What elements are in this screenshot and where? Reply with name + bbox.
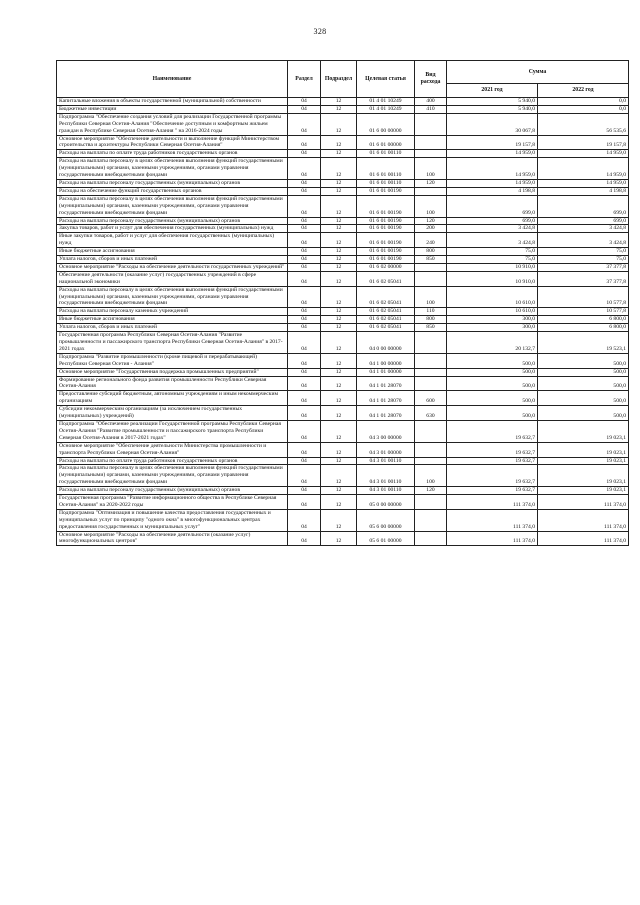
expense-type-cell [415, 332, 447, 354]
target-article-cell: 01 6 02 00000 [357, 263, 415, 271]
row-name-cell: Основное мероприятие "Обеспечение деятельности Министерства промышленности и транспорта Республики Северная Осетия-Алания" [57, 442, 288, 457]
sum-2021-cell: 5 940,0 [447, 98, 538, 106]
table-row [57, 233, 629, 248]
sum-2021-cell: 20 132,7 [447, 332, 538, 354]
expense-type-cell [415, 420, 447, 442]
section-cell: 04 [288, 316, 321, 324]
sum-2022-cell: 111 374,0 [538, 531, 629, 546]
section-cell: 04 [288, 286, 321, 308]
subsection-cell: 12 [321, 158, 357, 180]
sum-2022-cell: 10 577,8 [538, 286, 629, 308]
sum-2022-cell: 111 374,0 [538, 495, 629, 510]
subsection-cell: 12 [321, 113, 357, 135]
subsection-cell: 12 [321, 256, 357, 264]
table-row [57, 187, 629, 195]
table-row [57, 263, 629, 271]
expense-type-cell: 800 [415, 316, 447, 324]
section-cell: 04 [288, 509, 321, 531]
target-article-cell: 04 1 00 00000 [357, 353, 415, 368]
sum-2021-cell: 19 632,7 [447, 465, 538, 487]
target-article-cell: 01 6 01 00190 [357, 233, 415, 248]
sum-2021-cell: 19 632,7 [447, 420, 538, 442]
table-row [57, 256, 629, 264]
sum-2022-cell: 500,0 [538, 406, 629, 421]
section-cell: 04 [288, 308, 321, 316]
target-article-cell: 01 6 02 05041 [357, 308, 415, 316]
subsection-cell: 12 [321, 286, 357, 308]
table-row [57, 271, 629, 286]
sum-2021-cell: 4 198,8 [447, 187, 538, 195]
sum-2022-cell: 0,0 [538, 98, 629, 106]
sum-2021-cell: 3 424,8 [447, 225, 538, 233]
subsection-cell: 12 [321, 353, 357, 368]
subsection-cell: 12 [321, 442, 357, 457]
target-article-cell: 04 3 01 00110 [357, 457, 415, 465]
section-cell: 04 [288, 233, 321, 248]
subsection-cell: 12 [321, 420, 357, 442]
sum-2022-cell: 14 959,0 [538, 158, 629, 180]
target-article-cell: 01 4 01 10249 [357, 105, 415, 113]
sum-2021-cell: 19 157,8 [447, 135, 538, 150]
table-row [57, 135, 629, 150]
target-article-cell: 01 6 00 00000 [357, 113, 415, 135]
subsection-cell: 12 [321, 225, 357, 233]
header-year-2022: 2022 год [538, 84, 629, 98]
sum-2021-cell: 10 910,0 [447, 263, 538, 271]
sum-2022-cell: 19 023,1 [538, 457, 629, 465]
sum-2021-cell: 111 374,0 [447, 531, 538, 546]
sum-2022-cell: 6 800,0 [538, 324, 629, 332]
sum-2021-cell: 300,0 [447, 324, 538, 332]
sum-2022-cell: 37 377,8 [538, 271, 629, 286]
sum-2022-cell: 37 377,8 [538, 263, 629, 271]
sum-2022-cell: 75,0 [538, 248, 629, 256]
subsection-cell: 12 [321, 316, 357, 324]
sum-2021-cell: 10 610,0 [447, 308, 538, 316]
header-year-2021: 2021 год [447, 84, 538, 98]
expense-type-cell [415, 113, 447, 135]
table-row [57, 442, 629, 457]
expense-type-cell [415, 368, 447, 376]
target-article-cell: 01 4 01 10249 [357, 98, 415, 106]
row-name-cell: Расходы на обеспечение функций государственных органов [57, 187, 288, 195]
sum-2022-cell: 699,0 [538, 195, 629, 217]
sum-2022-cell: 500,0 [538, 353, 629, 368]
row-name-cell: Расходы на выплаты персоналу в целях обеспечения выполнения функций государственными (муниципальными) органами, казенными учреждениями, органами управления государственными внебюджетными фондами [57, 465, 288, 487]
sum-2021-cell: 111 374,0 [447, 495, 538, 510]
section-cell: 04 [288, 248, 321, 256]
target-article-cell: 01 6 01 00190 [357, 256, 415, 264]
section-cell: 04 [288, 217, 321, 225]
table-row [57, 487, 629, 495]
sum-2021-cell: 75,0 [447, 256, 538, 264]
sum-2021-cell: 10 910,0 [447, 271, 538, 286]
sum-2021-cell: 111 374,0 [447, 509, 538, 531]
expense-type-cell [415, 353, 447, 368]
sum-2021-cell: 500,0 [447, 353, 538, 368]
target-article-cell: 04 3 01 00110 [357, 487, 415, 495]
table-row [57, 457, 629, 465]
target-article-cell: 04 0 00 00000 [357, 332, 415, 354]
section-cell: 04 [288, 406, 321, 421]
sum-2021-cell: 75,0 [447, 248, 538, 256]
section-cell: 04 [288, 263, 321, 271]
target-article-cell: 01 6 01 00190 [357, 187, 415, 195]
expense-type-cell [415, 531, 447, 546]
sum-2022-cell: 3 424,8 [538, 233, 629, 248]
table-row [57, 150, 629, 158]
sum-2021-cell: 699,0 [447, 195, 538, 217]
header-name: Наименование [57, 61, 288, 98]
section-cell: 04 [288, 158, 321, 180]
subsection-cell: 12 [321, 531, 357, 546]
sum-2021-cell: 14 959,0 [447, 150, 538, 158]
section-cell: 04 [288, 465, 321, 487]
table-row [57, 406, 629, 421]
header-target-article: Целевая статья [357, 61, 415, 98]
subsection-cell: 12 [321, 233, 357, 248]
expense-type-cell: 850 [415, 324, 447, 332]
subsection-cell: 12 [321, 308, 357, 316]
row-name-cell: Субсидии некоммерческим организациям (за исключением государственных (муниципальных) учреждений) [57, 406, 288, 421]
section-cell: 04 [288, 487, 321, 495]
sum-2021-cell: 500,0 [447, 368, 538, 376]
subsection-cell: 12 [321, 509, 357, 531]
row-name-cell: Государственная программа Республики Северная Осетия-Алания "Развитие промышленности и пассажирского транспорта Республики Северная Осетия-Алания" в 2017-2021 годах [57, 332, 288, 354]
section-cell: 04 [288, 98, 321, 106]
row-name-cell: Основное мероприятие "Государственная поддержка промышленных предприятий" [57, 368, 288, 376]
table-row [57, 391, 629, 406]
subsection-cell: 12 [321, 376, 357, 391]
subsection-cell: 12 [321, 487, 357, 495]
target-article-cell: 01 6 02 05041 [357, 316, 415, 324]
budget-table [56, 60, 629, 546]
expense-type-cell: 100 [415, 195, 447, 217]
row-name-cell: Бюджетные инвестиции [57, 105, 288, 113]
table-row [57, 248, 629, 256]
section-cell: 04 [288, 271, 321, 286]
sum-2022-cell: 0,0 [538, 105, 629, 113]
expense-type-cell: 240 [415, 233, 447, 248]
header-subsection: Подраздел [321, 61, 357, 98]
row-name-cell: Расходы на выплаты по оплате труда работников государственных органов [57, 150, 288, 158]
row-name-cell: Уплата налогов, сборов и иных платежей [57, 324, 288, 332]
table-row [57, 195, 629, 217]
sum-2022-cell: 3 424,8 [538, 225, 629, 233]
expense-type-cell: 110 [415, 308, 447, 316]
section-cell: 04 [288, 150, 321, 158]
section-cell: 04 [288, 105, 321, 113]
target-article-cell: 04 3 01 00110 [357, 465, 415, 487]
sum-2022-cell: 500,0 [538, 391, 629, 406]
subsection-cell: 12 [321, 271, 357, 286]
row-name-cell: Иные бюджетные ассигнования [57, 316, 288, 324]
section-cell: 04 [288, 187, 321, 195]
subsection-cell: 12 [321, 391, 357, 406]
table-row [57, 158, 629, 180]
expense-type-cell [415, 376, 447, 391]
subsection-cell: 12 [321, 457, 357, 465]
sum-2022-cell: 75,0 [538, 256, 629, 264]
table-row [57, 332, 629, 354]
section-cell: 04 [288, 353, 321, 368]
row-name-cell: Основное мероприятие "Расходы на обеспечение деятельности государственных учреждений" [57, 263, 288, 271]
row-name-cell: Расходы на выплаты персоналу государственных (муниципальных) органов [57, 179, 288, 187]
sum-2022-cell: 19 023,1 [538, 465, 629, 487]
sum-2021-cell: 19 632,7 [447, 457, 538, 465]
target-article-cell: 04 3 00 00000 [357, 420, 415, 442]
target-article-cell: 05 6 00 00000 [357, 509, 415, 531]
header-section: Раздел [288, 61, 321, 98]
row-name-cell: Формирование регионального фонда развития промышленности Республики Северная Осетия-Алания [57, 376, 288, 391]
section-cell: 04 [288, 135, 321, 150]
target-article-cell: 05 6 01 00000 [357, 531, 415, 546]
table-row [57, 217, 629, 225]
expense-type-cell: 120 [415, 179, 447, 187]
row-name-cell: Расходы на выплаты персоналу государственных (муниципальных) органов [57, 217, 288, 225]
expense-type-cell: 800 [415, 248, 447, 256]
section-cell: 04 [288, 420, 321, 442]
subsection-cell: 12 [321, 217, 357, 225]
subsection-cell: 12 [321, 187, 357, 195]
sum-2022-cell: 111 374,0 [538, 509, 629, 531]
subsection-cell: 12 [321, 406, 357, 421]
section-cell: 04 [288, 457, 321, 465]
row-name-cell: Обеспечение деятельности (оказание услуг) государственных учреждений в сфере национальной экономики [57, 271, 288, 286]
page-number: 328 [313, 27, 327, 36]
sum-2022-cell: 699,0 [538, 217, 629, 225]
expense-type-cell [415, 135, 447, 150]
sum-2021-cell: 3 424,8 [447, 233, 538, 248]
section-cell: 04 [288, 256, 321, 264]
row-name-cell: Расходы на выплаты персоналу государственных (муниципальных) органов [57, 487, 288, 495]
sum-2022-cell: 14 959,0 [538, 150, 629, 158]
expense-type-cell: 410 [415, 105, 447, 113]
expense-type-cell: 200 [415, 225, 447, 233]
table-row [57, 353, 629, 368]
table-row [57, 420, 629, 442]
target-article-cell: 01 6 01 00110 [357, 158, 415, 180]
subsection-cell: 12 [321, 495, 357, 510]
subsection-cell: 12 [321, 263, 357, 271]
subsection-cell: 12 [321, 332, 357, 354]
target-article-cell: 01 6 01 00190 [357, 248, 415, 256]
table-row [57, 465, 629, 487]
target-article-cell: 05 0 00 00000 [357, 495, 415, 510]
section-cell: 04 [288, 179, 321, 187]
target-article-cell: 01 6 02 05041 [357, 271, 415, 286]
table-row [57, 98, 629, 106]
table-row [57, 531, 629, 546]
sum-2022-cell: 19 023,1 [538, 442, 629, 457]
row-name-cell: Иные закупки товаров, работ и услуг для обеспечения государственных (муниципальных) нужд [57, 233, 288, 248]
target-article-cell: 01 6 01 00190 [357, 195, 415, 217]
subsection-cell: 12 [321, 179, 357, 187]
row-name-cell: Предоставление субсидий бюджетным, автономным учреждениям и иным некоммерческим организациям [57, 391, 288, 406]
table-row [57, 495, 629, 510]
expense-type-cell: 100 [415, 286, 447, 308]
sum-2021-cell: 699,0 [447, 217, 538, 225]
target-article-cell: 04 3 01 00000 [357, 442, 415, 457]
target-article-cell: 01 6 01 00110 [357, 179, 415, 187]
target-article-cell: 01 6 01 00000 [357, 135, 415, 150]
section-cell: 04 [288, 324, 321, 332]
subsection-cell: 12 [321, 368, 357, 376]
table-row [57, 368, 629, 376]
section-cell: 04 [288, 376, 321, 391]
expense-type-cell [415, 271, 447, 286]
table-row [57, 376, 629, 391]
section-cell: 04 [288, 495, 321, 510]
sum-2021-cell: 19 632,7 [447, 442, 538, 457]
sum-2021-cell: 14 959,0 [447, 158, 538, 180]
row-name-cell: Основное мероприятие "Расходы на обеспечение деятельности (оказание услуг) многофункциональных центров" [57, 531, 288, 546]
sum-2021-cell: 30 067,8 [447, 113, 538, 135]
sum-2021-cell: 10 610,0 [447, 286, 538, 308]
target-article-cell: 01 6 01 00110 [357, 150, 415, 158]
target-article-cell: 04 1 01 28070 [357, 376, 415, 391]
section-cell: 04 [288, 332, 321, 354]
row-name-cell: Иные бюджетные ассигнования [57, 248, 288, 256]
subsection-cell: 12 [321, 324, 357, 332]
expense-type-cell: 850 [415, 256, 447, 264]
row-name-cell: Закупка товаров, работ и услуг для обеспечения государственных (муниципальных) нужд [57, 225, 288, 233]
row-name-cell: Подпрограмма "Обеспечение реализации Государственной программы Республики Северная Осетия-Алания "Развитие промышленности и пассажирского транспорта Республики Северная Осетия-Алания в 2017-2021 годах" [57, 420, 288, 442]
table-header [57, 61, 629, 98]
sum-2021-cell: 19 632,7 [447, 487, 538, 495]
sum-2022-cell: 500,0 [538, 368, 629, 376]
row-name-cell: Расходы на выплаты персоналу в целях обеспечения выполнения функций государственными (муниципальными) органами, казенными учреждениями, органами управления государственными внебюджетными фондами [57, 286, 288, 308]
row-name-cell: Государственная программа "Развитие информационного общества в Республике Северная Осетия-Алания" на 2020-2022 годы [57, 495, 288, 510]
header-sum: Сумма [447, 61, 629, 84]
section-cell: 04 [288, 195, 321, 217]
row-name-cell: Капитальные вложения в объекты государственной (муниципальной) собственности [57, 98, 288, 106]
table-row [57, 225, 629, 233]
sum-2021-cell: 5 940,0 [447, 105, 538, 113]
expense-type-cell [415, 495, 447, 510]
section-cell: 04 [288, 531, 321, 546]
header-expense-type: Вид расхода [415, 61, 447, 98]
sum-2022-cell: 10 577,8 [538, 308, 629, 316]
target-article-cell: 01 6 01 00190 [357, 225, 415, 233]
expense-type-cell: 120 [415, 217, 447, 225]
table-row [57, 113, 629, 135]
sum-2021-cell: 500,0 [447, 391, 538, 406]
target-article-cell: 01 6 02 05041 [357, 324, 415, 332]
expense-type-cell: 100 [415, 158, 447, 180]
target-article-cell: 04 1 01 00000 [357, 368, 415, 376]
subsection-cell: 12 [321, 248, 357, 256]
expense-type-cell [415, 442, 447, 457]
expense-type-cell [415, 457, 447, 465]
expense-type-cell: 600 [415, 391, 447, 406]
table-row [57, 324, 629, 332]
row-name-cell: Расходы на выплаты по оплате труда работников государственных органов [57, 457, 288, 465]
row-name-cell: Подпрограмма "Оптимизация и повышение качества предоставления государственных и муниципальных услуг по принципу "одного окна" в многофункциональных центрах предоставления государственных и муниципальных услуг" [57, 509, 288, 531]
expense-type-cell [415, 263, 447, 271]
row-name-cell: Подпрограмма "Обеспечение создания условий для реализации Государственной программы Республики Северная Осетия-Алания "Обеспечение доступным и комфортным жильем граждан в Республике Северная Осетия-Алания " на 2016-2024 годы [57, 113, 288, 135]
row-name-cell: Расходы на выплаты персоналу в целях обеспечения выполнения функций государственными (муниципальными) органами, казенными учреждениями, органами управления государственными внебюджетными фондами [57, 195, 288, 217]
expense-type-cell: 400 [415, 98, 447, 106]
table-row [57, 105, 629, 113]
table-row [57, 308, 629, 316]
section-cell: 04 [288, 368, 321, 376]
sum-2021-cell: 14 959,0 [447, 179, 538, 187]
subsection-cell: 12 [321, 135, 357, 150]
sum-2022-cell: 19 523,1 [538, 332, 629, 354]
row-name-cell: Расходы на выплаты персоналу казенных учреждений [57, 308, 288, 316]
sum-2022-cell: 56 535,6 [538, 113, 629, 135]
sum-2022-cell: 19 023,1 [538, 487, 629, 495]
row-name-cell: Расходы на выплаты персоналу в целях обеспечения выполнения функций государственными (муниципальными) органами, казенными учреждениями, органами управления государственными внебюджетными фондами [57, 158, 288, 180]
sum-2021-cell: 500,0 [447, 406, 538, 421]
target-article-cell: 01 6 02 05041 [357, 286, 415, 308]
sum-2022-cell: 4 198,8 [538, 187, 629, 195]
expense-type-cell [415, 187, 447, 195]
subsection-cell: 12 [321, 150, 357, 158]
sum-2021-cell: 300,0 [447, 316, 538, 324]
section-cell: 04 [288, 391, 321, 406]
table-row [57, 179, 629, 187]
expense-type-cell: 630 [415, 406, 447, 421]
row-name-cell: Подпрограмма "Развитие промышленности (кроме пищевой и перерабатывающей) Республики Северная Осетия - Алания" [57, 353, 288, 368]
subsection-cell: 12 [321, 98, 357, 106]
expense-type-cell [415, 509, 447, 531]
target-article-cell: 01 6 01 00190 [357, 217, 415, 225]
subsection-cell: 12 [321, 195, 357, 217]
expense-type-cell: 100 [415, 465, 447, 487]
table-body [57, 98, 629, 546]
table-row [57, 509, 629, 531]
table-row [57, 286, 629, 308]
section-cell: 04 [288, 113, 321, 135]
section-cell: 04 [288, 225, 321, 233]
sum-2022-cell: 500,0 [538, 376, 629, 391]
sum-2021-cell: 500,0 [447, 376, 538, 391]
sum-2022-cell: 19 023,1 [538, 420, 629, 442]
target-article-cell: 04 1 01 28070 [357, 406, 415, 421]
subsection-cell: 12 [321, 465, 357, 487]
sum-2022-cell: 6 800,0 [538, 316, 629, 324]
row-name-cell: Уплата налогов, сборов и иных платежей [57, 256, 288, 264]
section-cell: 04 [288, 442, 321, 457]
table-row [57, 316, 629, 324]
sum-2022-cell: 14 959,0 [538, 179, 629, 187]
subsection-cell: 12 [321, 105, 357, 113]
row-name-cell: Основное мероприятие "Обеспечение деятельности и выполнение функций Министерством строительства и архитектуры Республики Северная Осетия-Алания" [57, 135, 288, 150]
target-article-cell: 04 1 01 28070 [357, 391, 415, 406]
expense-type-cell: 120 [415, 487, 447, 495]
expense-type-cell [415, 150, 447, 158]
sum-2022-cell: 19 157,8 [538, 135, 629, 150]
